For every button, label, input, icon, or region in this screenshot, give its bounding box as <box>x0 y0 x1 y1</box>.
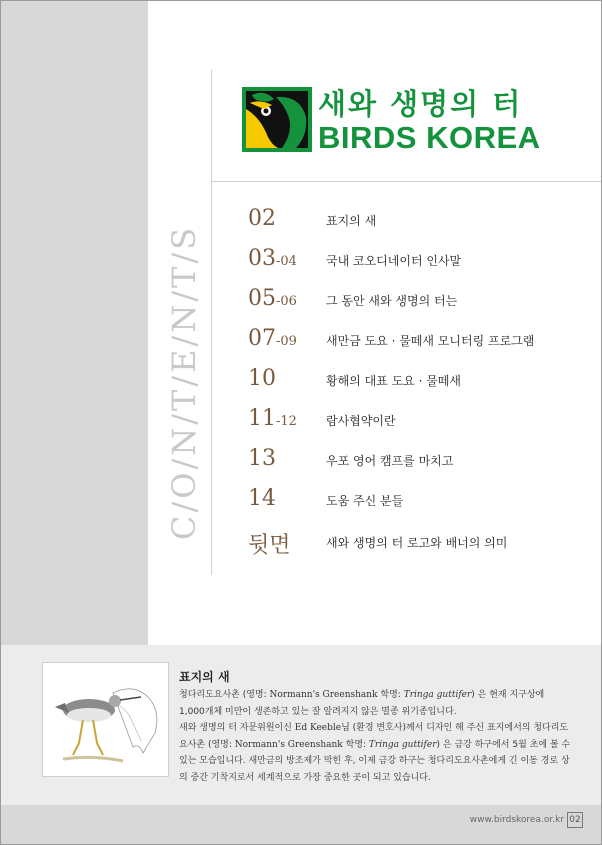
cover-paragraph-1: 청다리도요사촌 (영명: Normann's Greenshank 학명: Tringa guttifer) 은 현재 지구상에 1,000개체 미만이 생존하고 있는 잘 알려지지 않은 멸종 위기종입니다. <box>179 690 545 717</box>
toc-page-number: 02 <box>248 206 276 231</box>
toc-page-number: 뒷면 <box>248 533 291 558</box>
toc-page-number: 05-06 <box>248 286 297 311</box>
logo-english-name: BIRDS KOREA <box>318 120 541 155</box>
toc-page-number: 13 <box>248 446 276 471</box>
page-number-badge: 02 <box>567 812 583 828</box>
toc-page-number: 03-04 <box>248 246 297 271</box>
toc-title: 도움 주신 분들 <box>326 494 404 508</box>
contents-label: C/O/N/T/E/N/T/S <box>165 224 203 540</box>
toc-title: 국내 코오디네이터 인사말 <box>326 254 462 268</box>
toc-title: 그 동안 새와 생명의 터는 <box>326 294 458 308</box>
toc-page-number: 14 <box>248 486 276 511</box>
toc-page-number: 11-12 <box>248 406 297 431</box>
vertical-rule <box>211 70 212 575</box>
cover-bird-description <box>179 687 571 786</box>
footer-url[interactable]: www.birdskorea.or.kr <box>469 815 564 825</box>
cover-paragraph-2: 새와 생명의 터 자문위원이신 Ed Keeble님 (환경 변호사)께서 디자인 해 주신 표지에서의 청다리도요사촌 (영명: Normann's Greenshank 학명: Tringa guttifer) 은 금강 하구에서 5월 초에 볼 수 있는 모습입니다. 새만금의 방조제가 막힌 후, 이제 금강 하구는 청다리도요사촌에게 긴 이동 경로 상의 중간 기착지로서 세계적으로 가장 중요한 곳이 되고 있습니다. <box>179 723 571 783</box>
toc-page-number: 10 <box>248 366 276 391</box>
toc-title: 람사협약이란 <box>326 414 396 428</box>
left-gray-band <box>0 0 148 645</box>
logo-korean-name: 새와 생명의 터 <box>318 87 523 121</box>
footer-band <box>0 805 602 845</box>
toc-title: 우포 영어 캠프를 마치고 <box>326 454 454 468</box>
toc-title: 황해의 대표 도요 · 물떼새 <box>326 374 461 388</box>
cover-bird-title: 표지의 새 <box>179 670 230 684</box>
toc-page-number: 07-09 <box>248 326 297 351</box>
toc-title: 표지의 새 <box>326 214 377 228</box>
toc-title: 새만금 도요 · 물떼새 모니터링 프로그램 <box>326 334 535 348</box>
cover-bird-image <box>42 662 169 777</box>
birds-korea-logo-icon <box>242 87 312 152</box>
toc-title: 새와 생명의 터 로고와 배너의 의미 <box>326 536 508 550</box>
logo-text <box>318 88 541 156</box>
horizontal-rule <box>211 181 602 182</box>
